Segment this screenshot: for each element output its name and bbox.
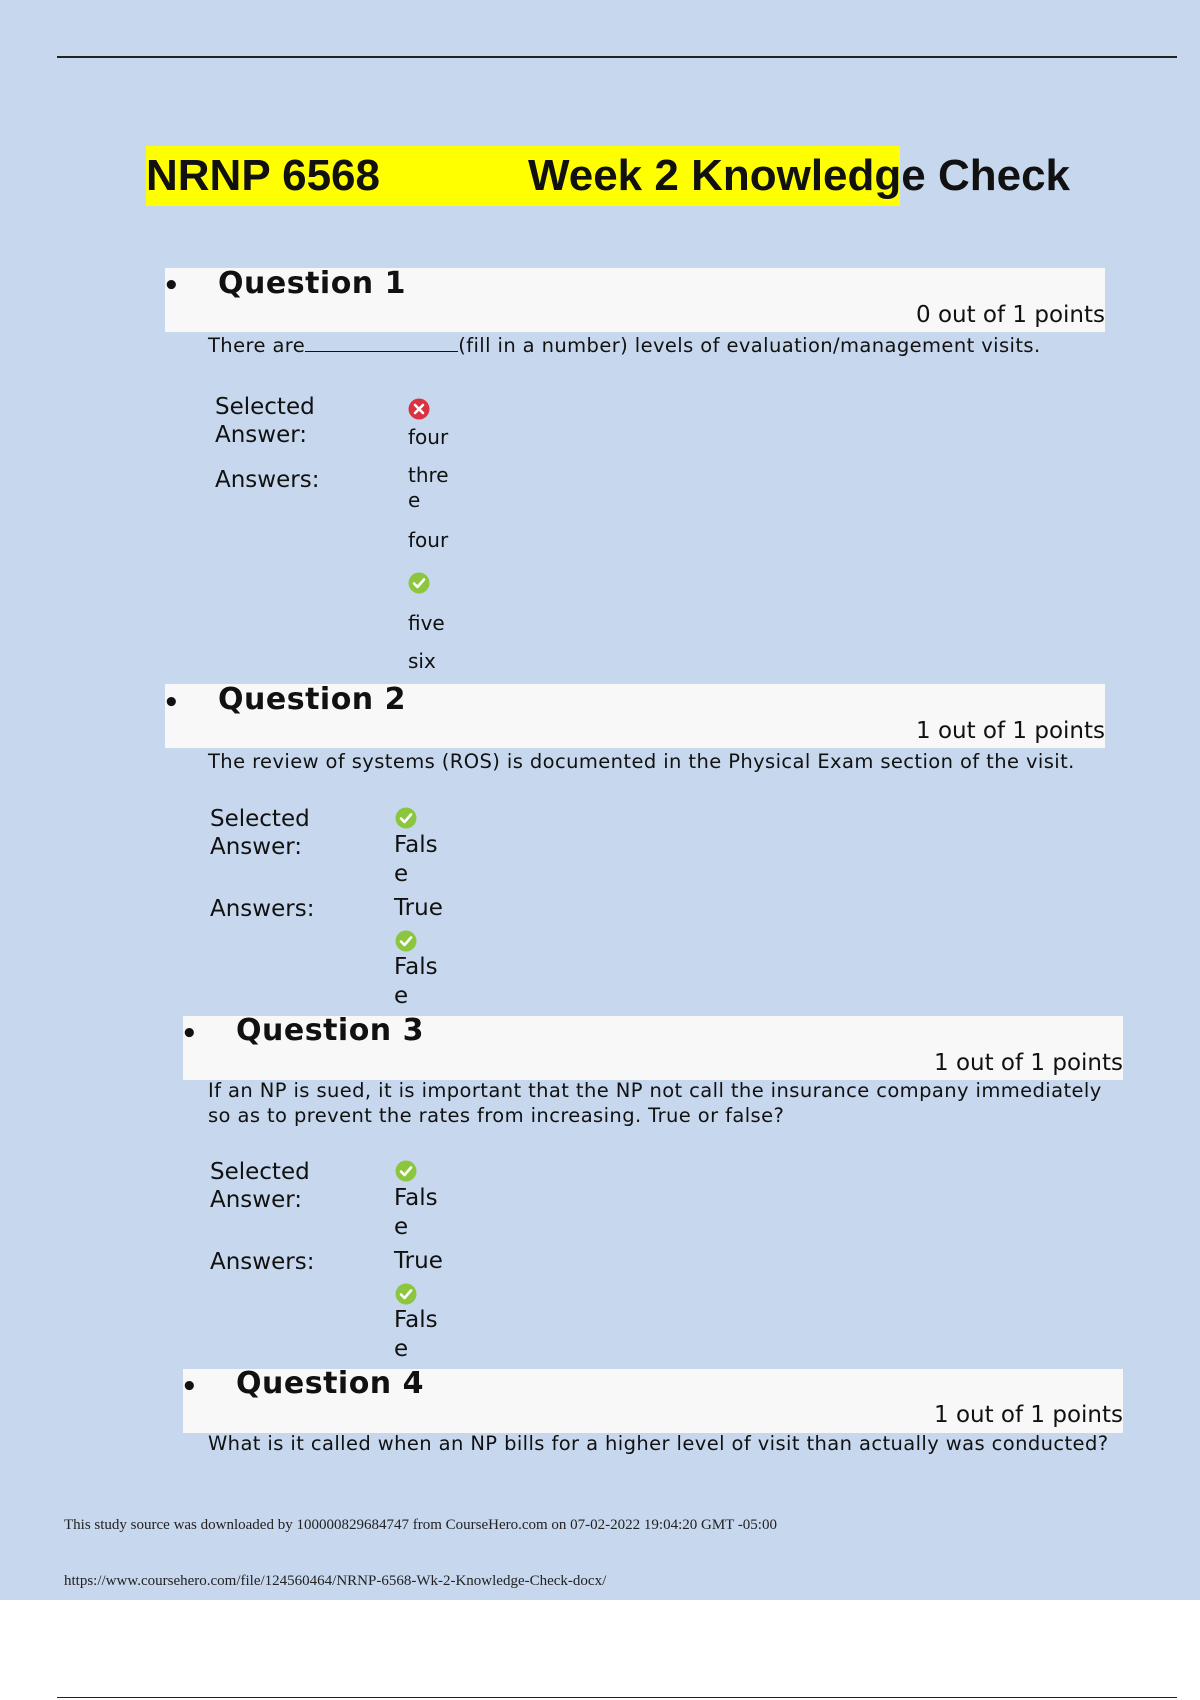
question-3-bullet: • (181, 1019, 198, 1049)
question-3-title: Question 3 (236, 1013, 424, 1048)
question-2-text: The review of systems (ROS) is documented in the Physical Exam section of the visit. (208, 750, 1075, 773)
question-1-text-start: There are (208, 334, 306, 357)
question-1-answer-1: three (408, 463, 449, 512)
check-circle-icon (395, 930, 417, 952)
question-2-answers-label: Answers: (210, 896, 315, 922)
fill-in-blank (305, 333, 458, 352)
check-circle-icon (395, 807, 417, 829)
question-2-points: 1 out of 1 points (916, 718, 1105, 744)
check-circle-icon (395, 1160, 417, 1182)
source-url[interactable]: https://www.coursehero.com/file/124560464/NRNP-6568-Wk-2-Knowledge-Check-docx/ (64, 1573, 607, 1589)
top-rule (57, 56, 1177, 58)
question-1-selected-answer: four (408, 425, 449, 449)
question-3-text: If an NP is sued, it is important that the NP not call the insurance company immediately so as to prevent the rates from increasing. True or false? (208, 1079, 1102, 1127)
question-3-answers-label: Answers: (210, 1249, 315, 1275)
question-3-selected-label: Selected Answer: (210, 1159, 310, 1213)
question-2-title: Question 2 (218, 682, 406, 717)
page-title (146, 146, 1071, 206)
page-title-part2: Week 2 Knowledge Check (528, 146, 900, 206)
question-2-selected-label: Selected Answer: (210, 806, 310, 860)
question-3-answer-1: True (394, 1248, 443, 1274)
question-3-selected-answer: False (394, 1185, 438, 1240)
page-title-part1: NRNP 6568 (146, 146, 380, 206)
check-circle-icon (395, 1283, 417, 1305)
question-2-answer-1: True (394, 895, 443, 921)
x-circle-icon (408, 398, 430, 420)
question-1-selected-label: Selected Answer: (215, 394, 315, 448)
question-1-text (208, 333, 1108, 358)
question-4-points: 1 out of 1 points (934, 1402, 1123, 1428)
question-1-answer-4: six (408, 649, 436, 673)
question-4-text: What is it called when an NP bills for a higher level of visit than actually was conducted? (208, 1432, 1109, 1455)
question-4-title: Question 4 (236, 1366, 424, 1401)
question-1-answer-3: five (408, 611, 445, 635)
question-1-points: 0 out of 1 points (916, 302, 1105, 328)
bottom-rule (57, 1697, 1177, 1698)
question-1-bullet: • (163, 271, 180, 301)
question-4-bullet: • (181, 1372, 198, 1402)
question-1-answer-2: four (408, 528, 449, 552)
question-2-answer-2: False (394, 954, 438, 1009)
check-circle-icon (408, 572, 430, 594)
question-3-points: 1 out of 1 points (934, 1050, 1123, 1076)
question-2-bullet: • (163, 688, 180, 718)
question-3-answer-2: False (394, 1307, 438, 1362)
question-2-selected-answer: False (394, 832, 438, 887)
question-1-title: Question 1 (218, 266, 406, 301)
download-notice: This study source was downloaded by 100000829684747 from CourseHero.com on 07-02-2022 19:04:20 GMT -05:00 (64, 1517, 777, 1533)
question-1-answers-label: Answers: (215, 467, 320, 493)
question-1-text-end: (fill in a number) levels of evaluation/management visits. (458, 334, 1041, 357)
